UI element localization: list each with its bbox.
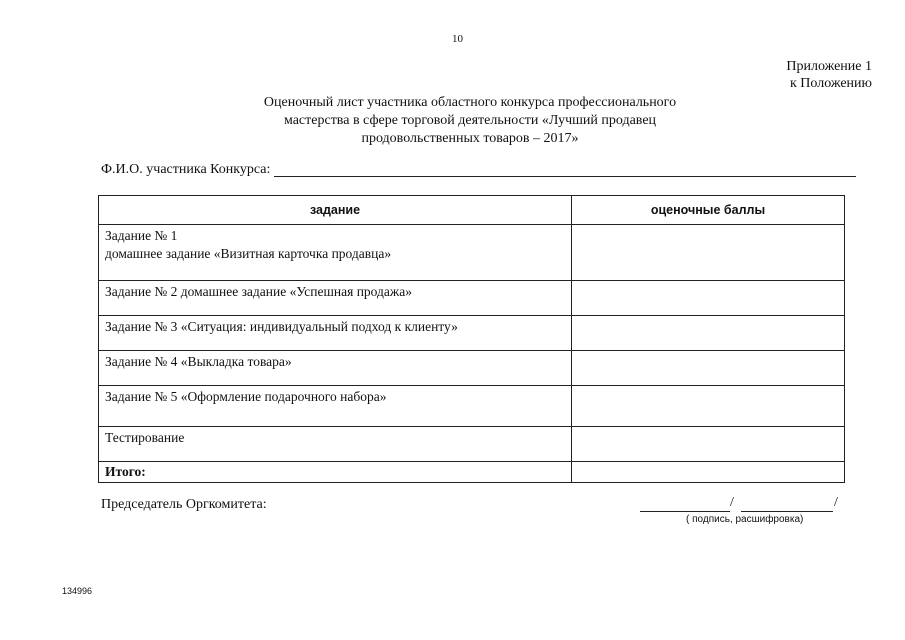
- total-label: Итого:: [99, 462, 572, 483]
- table-row: [99, 316, 845, 351]
- header-score: оценочные баллы: [572, 196, 845, 225]
- total-row: [99, 462, 845, 483]
- task-1-line-2: домашнее задание «Визитная карточка продавца»: [105, 246, 392, 261]
- table-row: [99, 427, 845, 462]
- signature-caption: ( подпись, расшифровка): [686, 514, 804, 525]
- table-row: [99, 386, 845, 427]
- evaluation-table: [98, 195, 845, 483]
- appendix-line-2: к Положению: [789, 76, 872, 91]
- table-row: [99, 225, 845, 281]
- task-2-label: Задание № 2 домашнее задание «Успешная продажа»: [105, 284, 412, 299]
- title-line-2: мастерства в сфере торговой деятельности «Лучший продавец: [283, 113, 657, 128]
- task-cell: [99, 427, 572, 462]
- score-cell[interactable]: [572, 225, 845, 281]
- document-title: [180, 94, 760, 148]
- task-cell: [99, 225, 572, 281]
- header-task: задание: [99, 196, 572, 225]
- task-1-line-1: Задание № 1: [105, 228, 178, 243]
- signature-slash: /: [730, 495, 734, 510]
- task-cell: [99, 316, 572, 351]
- task-4-label: Задание № 4 «Выкладка товара»: [105, 354, 292, 369]
- table-row: [99, 281, 845, 316]
- document-code: 134996: [62, 586, 93, 596]
- task-3-label: Задание № 3 «Ситуация: индивидуальный подход к клиенту»: [105, 319, 458, 334]
- title-line-1: Оценочный лист участника областного конкурса профессионального: [263, 95, 677, 110]
- title-line-3: продовольственных товаров – 2017»: [361, 131, 579, 146]
- chair-label: Председатель Оргкомитета:: [101, 497, 267, 512]
- participant-name-field[interactable]: [274, 176, 856, 177]
- task-5-label: Задание № 5 «Оформление подарочного набора»: [105, 389, 387, 404]
- signature-line[interactable]: [640, 511, 730, 512]
- appendix-note: [786, 58, 872, 92]
- table-row: [99, 351, 845, 386]
- total-score-cell[interactable]: [572, 462, 845, 483]
- task-cell: [99, 386, 572, 427]
- task-cell: [99, 351, 572, 386]
- page-number: 10: [452, 33, 463, 45]
- score-cell[interactable]: [572, 351, 845, 386]
- task-cell: [99, 281, 572, 316]
- score-cell[interactable]: [572, 316, 845, 351]
- name-decoding-line[interactable]: [741, 511, 833, 512]
- score-cell[interactable]: [572, 386, 845, 427]
- testing-label: Тестирование: [105, 430, 185, 445]
- signature-slash-end: /: [834, 495, 838, 510]
- score-cell[interactable]: [572, 281, 845, 316]
- score-cell[interactable]: [572, 427, 845, 462]
- table-header-row: [99, 196, 845, 225]
- participant-name-label: Ф.И.О. участника Конкурса:: [101, 162, 271, 177]
- appendix-line-1: Приложение 1: [786, 59, 872, 74]
